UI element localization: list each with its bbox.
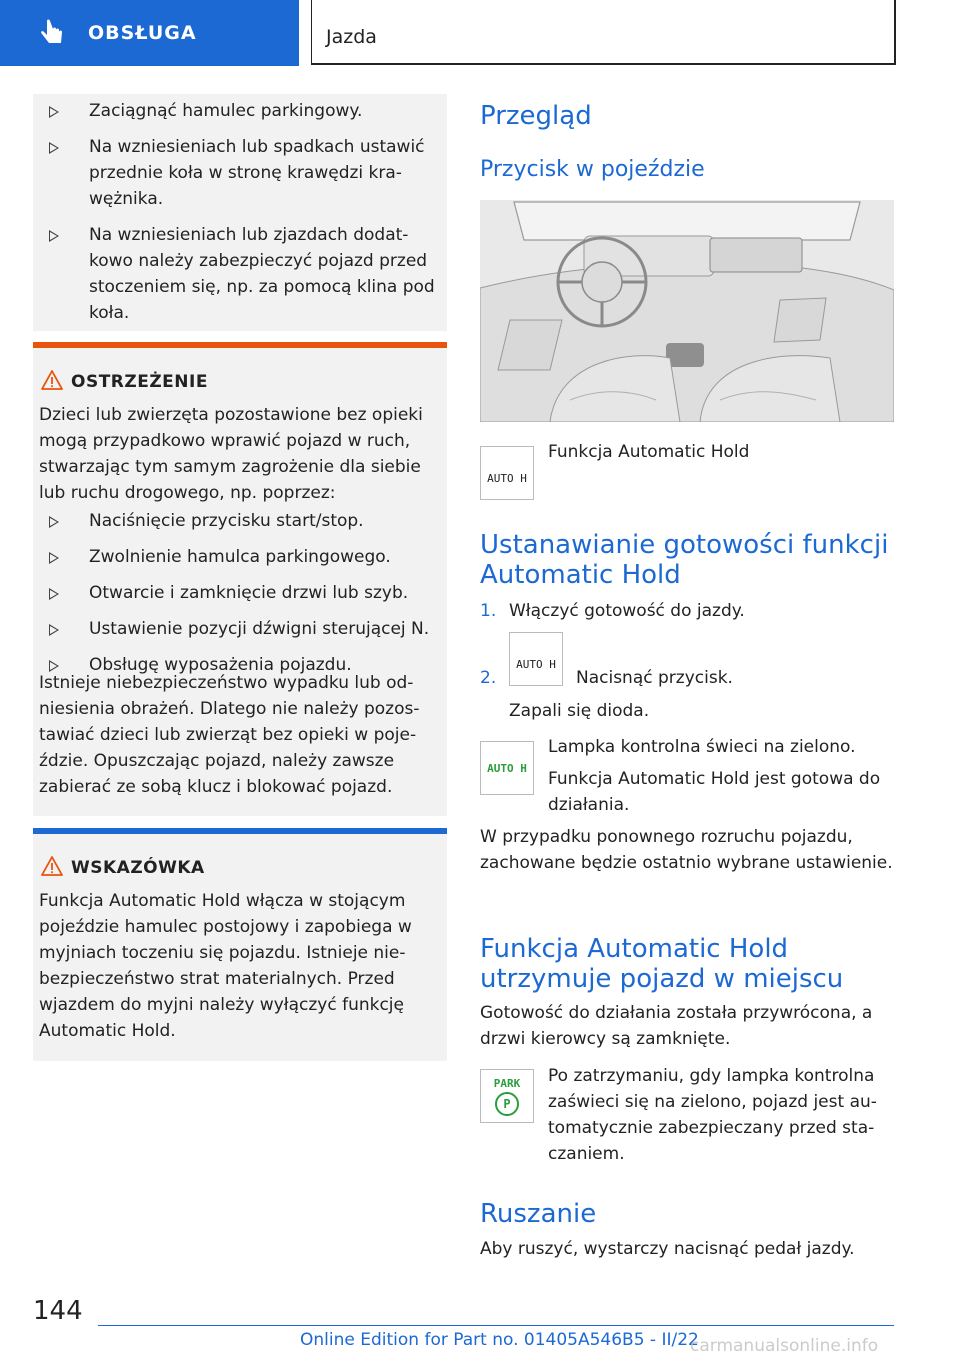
park-lamp-icon: PARK P [480, 1069, 534, 1123]
hold-text: Gotowość do działania została przywrócona, a drzwi kierowcy są zamknięte. [480, 1003, 873, 1049]
list-item: Otwarcie i zamknięcie drzwi lub szyb. [33, 580, 447, 606]
bullet-triangle-icon [49, 142, 69, 154]
edition-text: Online Edition for Part no. 01405A546B5 - II/22 [300, 1330, 699, 1350]
list-item: Ustawienie pozycji dźwigni sterującej N. [33, 616, 447, 642]
bullet-triangle-icon [49, 230, 69, 242]
list-item: Naciśnięcie przycisku start/stop. [33, 508, 447, 534]
section-header [311, 0, 896, 65]
footer-divider [98, 1325, 894, 1326]
hand-pointer-icon [38, 18, 68, 48]
step-number-2: 2. [480, 668, 497, 688]
heading-set-auto-hold: Ustanawianie gotowości funkcji Automatic Hold [480, 530, 889, 590]
lamp-text-1: Lampka kontrolna świeci na zielono. [548, 737, 856, 757]
bullet-triangle-icon [49, 624, 69, 636]
note-triangle-icon [41, 856, 63, 876]
list-item: Obsługę wyposażenia pojazdu. [33, 652, 447, 678]
lamp-text-2: Funkcja Automatic Hold jest gotowa do działania. [548, 769, 881, 815]
heading-overview: Przegląd [480, 101, 592, 131]
button-caption: Funkcja Automatic Hold [548, 442, 750, 462]
warning-title: OSTRZEŻENIE [71, 372, 208, 392]
chapter-label: OBSŁUGA [88, 22, 197, 44]
start-text: Aby ruszyć, wystarczy nacisnąć pedał jazdy. [480, 1239, 855, 1259]
restart-text: W przypadku ponownego rozruchu pojazdu, zachowane będzie ostatnio wybrane ustawienie. [480, 827, 893, 873]
note-title: WSKAZÓWKA [71, 858, 205, 878]
bullet-triangle-icon [49, 106, 69, 118]
step-1-text: Włączyć gotowość do jazdy. [509, 601, 745, 621]
section-title: Jazda [326, 26, 377, 48]
park-p-icon: P [495, 1092, 519, 1116]
watermark-text: carmanualsonline.info [690, 1336, 879, 1356]
warning-box [33, 342, 447, 816]
cockpit-illustration [480, 200, 894, 422]
park-text: Po zatrzymaniu, gdy lampka kontrolna zaświeci się na zielono, pojazd jest automatycznie zabezpieczany przed staczaniem. [548, 1066, 877, 1164]
bullet-triangle-icon [49, 516, 69, 528]
list-item: Zwolnienie hamulca parkingowego. [33, 544, 447, 570]
step-2-text: Nacisnąć przycisk. [576, 668, 733, 688]
auto-hold-button-icon: AUTO H [480, 446, 534, 500]
list-item: Na wzniesieniach lub spadkach ustawić przednie koła w stronę krawędzi krawężnika. [33, 134, 447, 212]
list-item: Na wzniesieniach lub zjazdach dodatkowo należy zabezpieczyć pojazd przed stoczeniem się, np. za pomocą klina pod koła. [33, 222, 447, 326]
list-item: Zaciągnąć hamulec parkingowy. [33, 98, 447, 124]
header-tab [0, 0, 299, 66]
warning-triangle-icon [41, 370, 63, 390]
heading-auto-hold-keeps: Funkcja Automatic Hold utrzymuje pojazd w miejscu [480, 934, 844, 994]
page-number: 144 [33, 1296, 83, 1326]
bullet-triangle-icon [49, 552, 69, 564]
auto-hold-button-icon: AUTO H [509, 632, 563, 686]
heading-button-in-vehicle: Przycisk w pojeździe [480, 157, 705, 182]
warning-band [33, 342, 447, 348]
instruction-box [33, 94, 447, 331]
auto-hold-lamp-icon: AUTO H [480, 741, 534, 795]
heading-driving-off: Ruszanie [480, 1199, 597, 1229]
note-text: Funkcja Automatic Hold włącza w stojącym pojeździe hamulec postojowy i zapobiega w myjniach toczeniu się pojazdu. Istnieje niebezpieczeństwo strat materialnych. Przed wjazdem do myjni należy wyłączyć funkcję Automatic Hold. [39, 891, 412, 1041]
bullet-triangle-icon [49, 588, 69, 600]
step-number-1: 1. [480, 601, 497, 621]
note-box [33, 828, 447, 1061]
note-band [33, 828, 447, 834]
step-2-result: Zapali się dioda. [509, 701, 650, 721]
warning-intro: Dzieci lub zwierzęta pozostawione bez opieki mogą przypadkowo wprawić pojazd w ruch, stwarzając tym samym zagrożenie dla siebie lub ruchu drogowego, np. poprzez: [39, 405, 423, 503]
warning-outro: Istnieje niebezpieczeństwo wypadku lub odniesienia obrażeń. Dlatego nie należy pozostawiać dzieci lub zwierząt bez opieki w pojeździe. Opuszczając pojazd, należy zawsze zabierać ze sobą klucz i blokować pojazd. [39, 673, 420, 797]
